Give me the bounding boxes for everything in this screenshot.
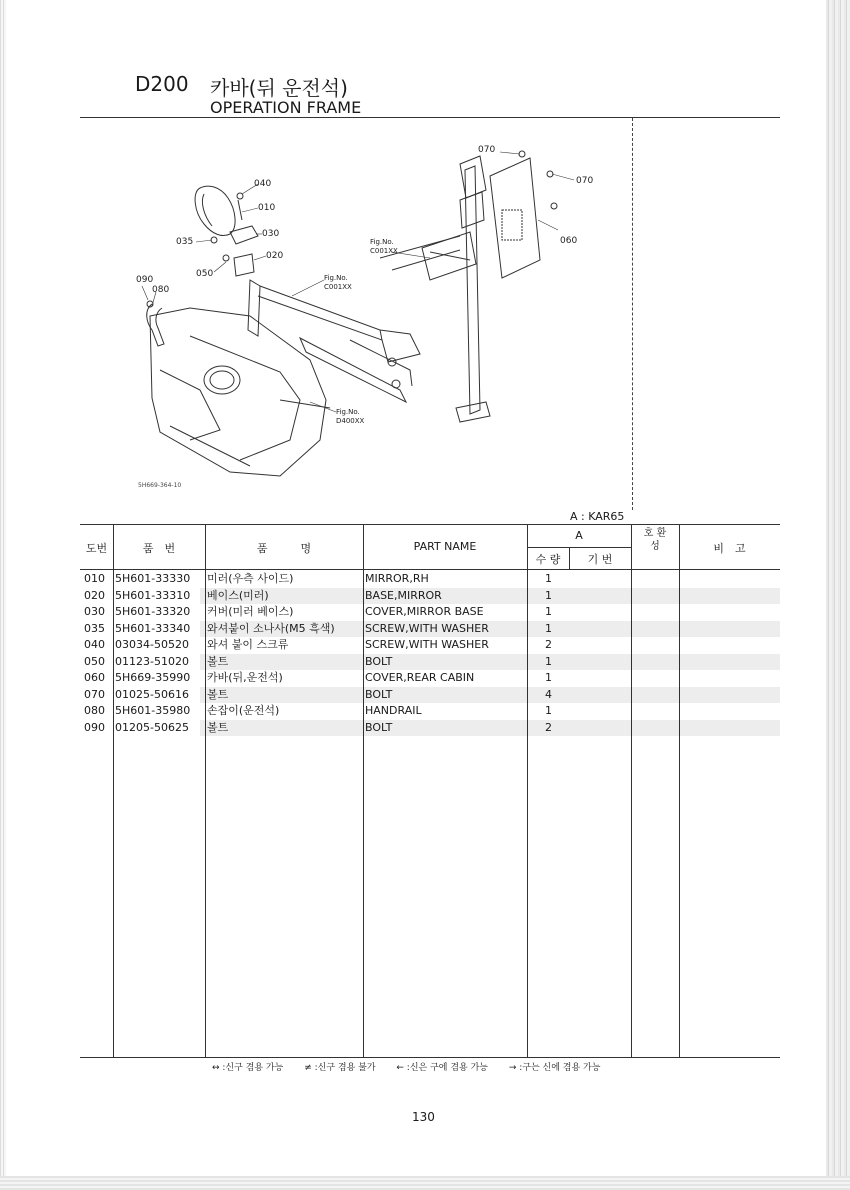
row-part-name: MIRROR,RH [365, 572, 429, 585]
row-quantity: 1 [545, 704, 552, 717]
row-part-number: 5H601-33330 [115, 572, 191, 585]
row-no: 080 [84, 704, 105, 717]
callout-090: 090 [136, 275, 154, 285]
row-part-number: 01025-50616 [115, 687, 189, 701]
parts-rows [80, 571, 780, 736]
row-part-name: BOLT [365, 687, 393, 701]
col-header-part-name: PART NAME [413, 540, 477, 553]
row-part-number: 01205-50625 [115, 720, 189, 734]
row-name-korean: 볼트 [207, 720, 229, 734]
page-number: 130 [412, 1110, 435, 1124]
section-title-english: OPERATION FRAME [210, 98, 362, 117]
legend-item: ≠ :신구 겸용 불가 [304, 1063, 376, 1073]
row-part-number: 5H669-35990 [115, 671, 191, 684]
row-no: 040 [84, 638, 105, 651]
table-row [80, 720, 780, 737]
row-name-korean: 볼트 [207, 687, 229, 701]
row-name-korean: 와셔붙이 소나사(M5 흑색) [207, 621, 335, 635]
row-quantity: 2 [545, 638, 552, 651]
fig-ref-2-code: C001XX [324, 283, 352, 291]
row-quantity: 1 [545, 588, 552, 602]
callout-035: 035 [176, 237, 194, 247]
table-row [80, 604, 780, 621]
row-part-name: COVER,MIRROR BASE [365, 605, 484, 618]
table-row [80, 571, 780, 588]
callout-030: 030 [262, 229, 280, 239]
col-header-group: A [575, 529, 583, 542]
header-rule [80, 117, 780, 118]
exploded-parts-diagram [130, 140, 610, 500]
row-name-korean: 베이스(미러) [207, 588, 269, 602]
row-part-name: COVER,REAR CABIN [365, 671, 475, 684]
row-no: 050 [84, 654, 105, 668]
base-part [234, 254, 254, 276]
mirror-part [195, 186, 235, 235]
callout-060: 060 [560, 236, 578, 246]
scan-edge-right [826, 0, 850, 1190]
table-row [80, 670, 780, 687]
row-part-number: 5H601-33320 [115, 605, 191, 618]
fig-ref-3-code: D400XX [336, 417, 365, 425]
handrail-part [147, 304, 164, 346]
col-header-qty: 수 량 [535, 553, 561, 566]
row-name-korean: 손잡이(운전석) [207, 704, 280, 717]
parts-table [80, 524, 780, 1058]
legend-item: ← :신은 구에 겸용 가능 [396, 1063, 488, 1073]
row-part-name: SCREW,WITH WASHER [365, 621, 489, 635]
legend-item: → :구는 신에 겸용 가능 [508, 1063, 601, 1073]
scan-edge-left [0, 0, 6, 1190]
col-header-part-no: 품 번 [142, 542, 176, 555]
row-part-name: BASE,MIRROR [365, 588, 442, 602]
row-quantity: 1 [545, 621, 552, 635]
section-code: D200 [135, 72, 189, 96]
row-no: 030 [84, 605, 105, 618]
fig-ref-2-label: Fig.No. [324, 274, 348, 282]
callout-070-a: 070 [478, 145, 496, 155]
legend-item: ↔ :신구 겸용 가능 [212, 1063, 284, 1073]
callout-080: 080 [152, 285, 170, 295]
row-part-name: SCREW,WITH WASHER [365, 638, 489, 651]
row-quantity: 4 [545, 687, 552, 701]
row-quantity: 2 [545, 720, 552, 734]
row-part-name: BOLT [365, 654, 393, 668]
table-row [80, 654, 780, 671]
row-name-korean: 카바(뒤,운전석) [207, 671, 283, 684]
row-part-number: 5H601-33340 [115, 621, 191, 635]
row-part-number: 5H601-35980 [115, 704, 191, 717]
table-row [80, 621, 780, 638]
fig-ref-1-code: C001XX [370, 247, 398, 255]
col-header-compat: 호 환 성 [643, 528, 667, 552]
col-header-remarks: 비 고 [713, 542, 746, 555]
subheader-rule [528, 547, 631, 548]
drawing-id: 5H669-364-10 [138, 482, 182, 489]
row-no: 090 [84, 720, 105, 734]
row-no: 010 [84, 572, 105, 585]
col-header-name-ko: 품 명 [256, 542, 312, 555]
callout-070-b: 070 [576, 176, 594, 186]
row-quantity: 1 [545, 605, 552, 618]
table-row [80, 687, 780, 704]
col-header-no: 도번 [85, 542, 108, 555]
row-part-name: HANDRAIL [365, 704, 422, 717]
table-row [80, 588, 780, 605]
table-row [80, 637, 780, 654]
fig-ref-3-label: Fig.No. [336, 408, 360, 416]
row-quantity: 1 [545, 654, 552, 668]
row-name-korean: 와셔 붙이 스크류 [207, 638, 289, 651]
callout-050: 050 [196, 269, 214, 279]
row-part-number: 01123-51020 [115, 654, 189, 668]
row-no: 070 [84, 687, 105, 701]
row-part-number: 5H601-33310 [115, 588, 191, 602]
row-name-korean: 커버(미러 베이스) [207, 605, 294, 618]
row-no: 035 [84, 621, 105, 635]
row-quantity: 1 [545, 572, 552, 585]
scan-edge-bottom [0, 1176, 850, 1190]
model-legend: A : KAR65 [570, 510, 625, 523]
header-rule [80, 569, 780, 570]
rear-cover-part [490, 158, 540, 278]
col-header-base: 기 번 [587, 553, 613, 566]
row-quantity: 1 [545, 671, 552, 684]
row-no: 020 [84, 588, 105, 602]
diagram-divider [632, 118, 633, 510]
compatibility-legend [212, 1060, 618, 1073]
row-name-korean: 볼트 [207, 654, 229, 668]
callout-040: 040 [254, 179, 272, 189]
table-row [80, 703, 780, 720]
row-name-korean: 미러(우측 사이드) [207, 572, 294, 585]
row-no: 060 [84, 671, 105, 684]
fig-ref-1-label: Fig.No. [370, 238, 394, 246]
callout-010: 010 [258, 203, 276, 213]
callout-020: 020 [266, 251, 284, 261]
row-part-name: BOLT [365, 720, 393, 734]
section-title-korean: 카바(뒤 운전석) [210, 76, 348, 100]
row-part-number: 03034-50520 [115, 638, 189, 651]
